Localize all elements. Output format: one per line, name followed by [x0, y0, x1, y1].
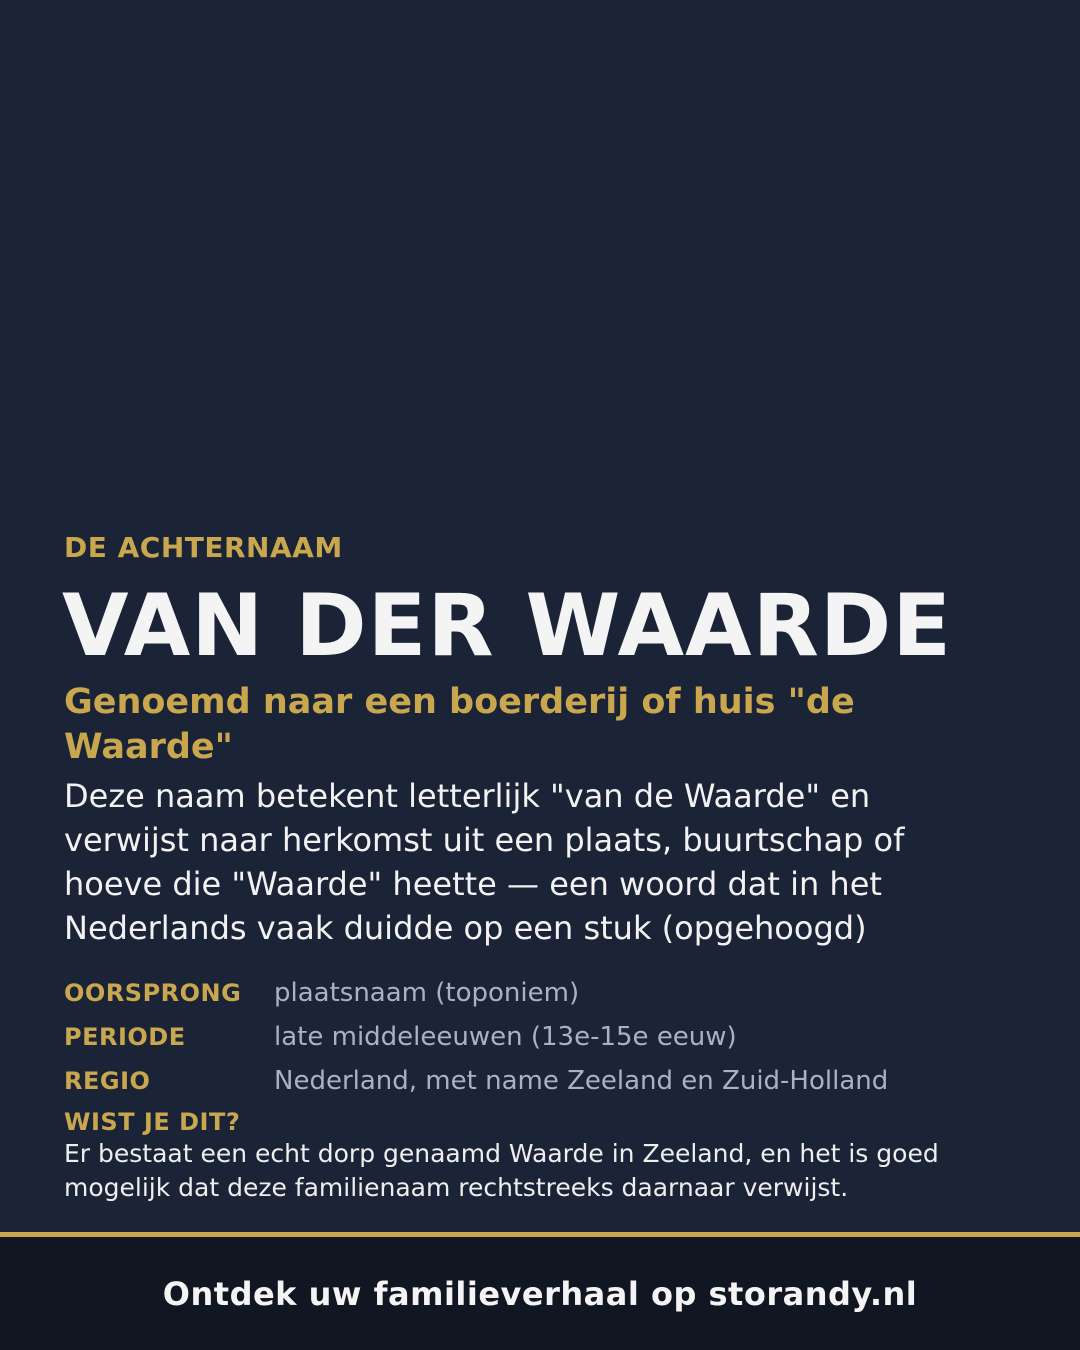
fact-value: plaatsnaam (toponiem)	[274, 978, 580, 1008]
fact-row-origin	[64, 971, 1024, 1015]
did-you-know-text: Er bestaat een echt dorp genaamd Waarde in Zeeland, en het is goed mogelijk dat deze familienaam rechtstreeks daarnaar verwijst.	[64, 1139, 939, 1202]
fact-value: late middeleeuwen (13e-15e eeuw)	[274, 1022, 737, 1052]
fact-value: Nederland, met name Zeeland en Zuid-Holland	[274, 1066, 889, 1096]
facts-list	[64, 971, 1024, 1103]
description-text: Deze naam betekent letterlijk "van de Waarde" en verwijst naar herkomst uit een plaats, buurtschap of hoeve die "Waarde" heette — een woord dat in het Nederlands vaak duidde op een stuk (opgehoogd)	[64, 777, 905, 947]
surname-title: VAN DER WAARDE	[62, 576, 952, 676]
footer-cta-text: Ontdek uw familieverhaal op storandy.nl	[162, 1274, 918, 1313]
fact-row-region	[64, 1059, 1024, 1103]
fact-row-period	[64, 1015, 1024, 1059]
meaning-subtitle: Genoemd naar een boerderij of huis "de Waarde"	[64, 682, 855, 767]
fact-label: REGIO	[64, 1067, 151, 1095]
footer-bar	[0, 1237, 1080, 1350]
fact-label: PERIODE	[64, 1023, 186, 1051]
card-content	[64, 530, 1024, 1205]
eyebrow-label: DE ACHTERNAAM	[64, 531, 343, 564]
did-you-know-label: WIST JE DIT?	[64, 1108, 241, 1136]
fact-label: OORSPRONG	[64, 979, 242, 1007]
